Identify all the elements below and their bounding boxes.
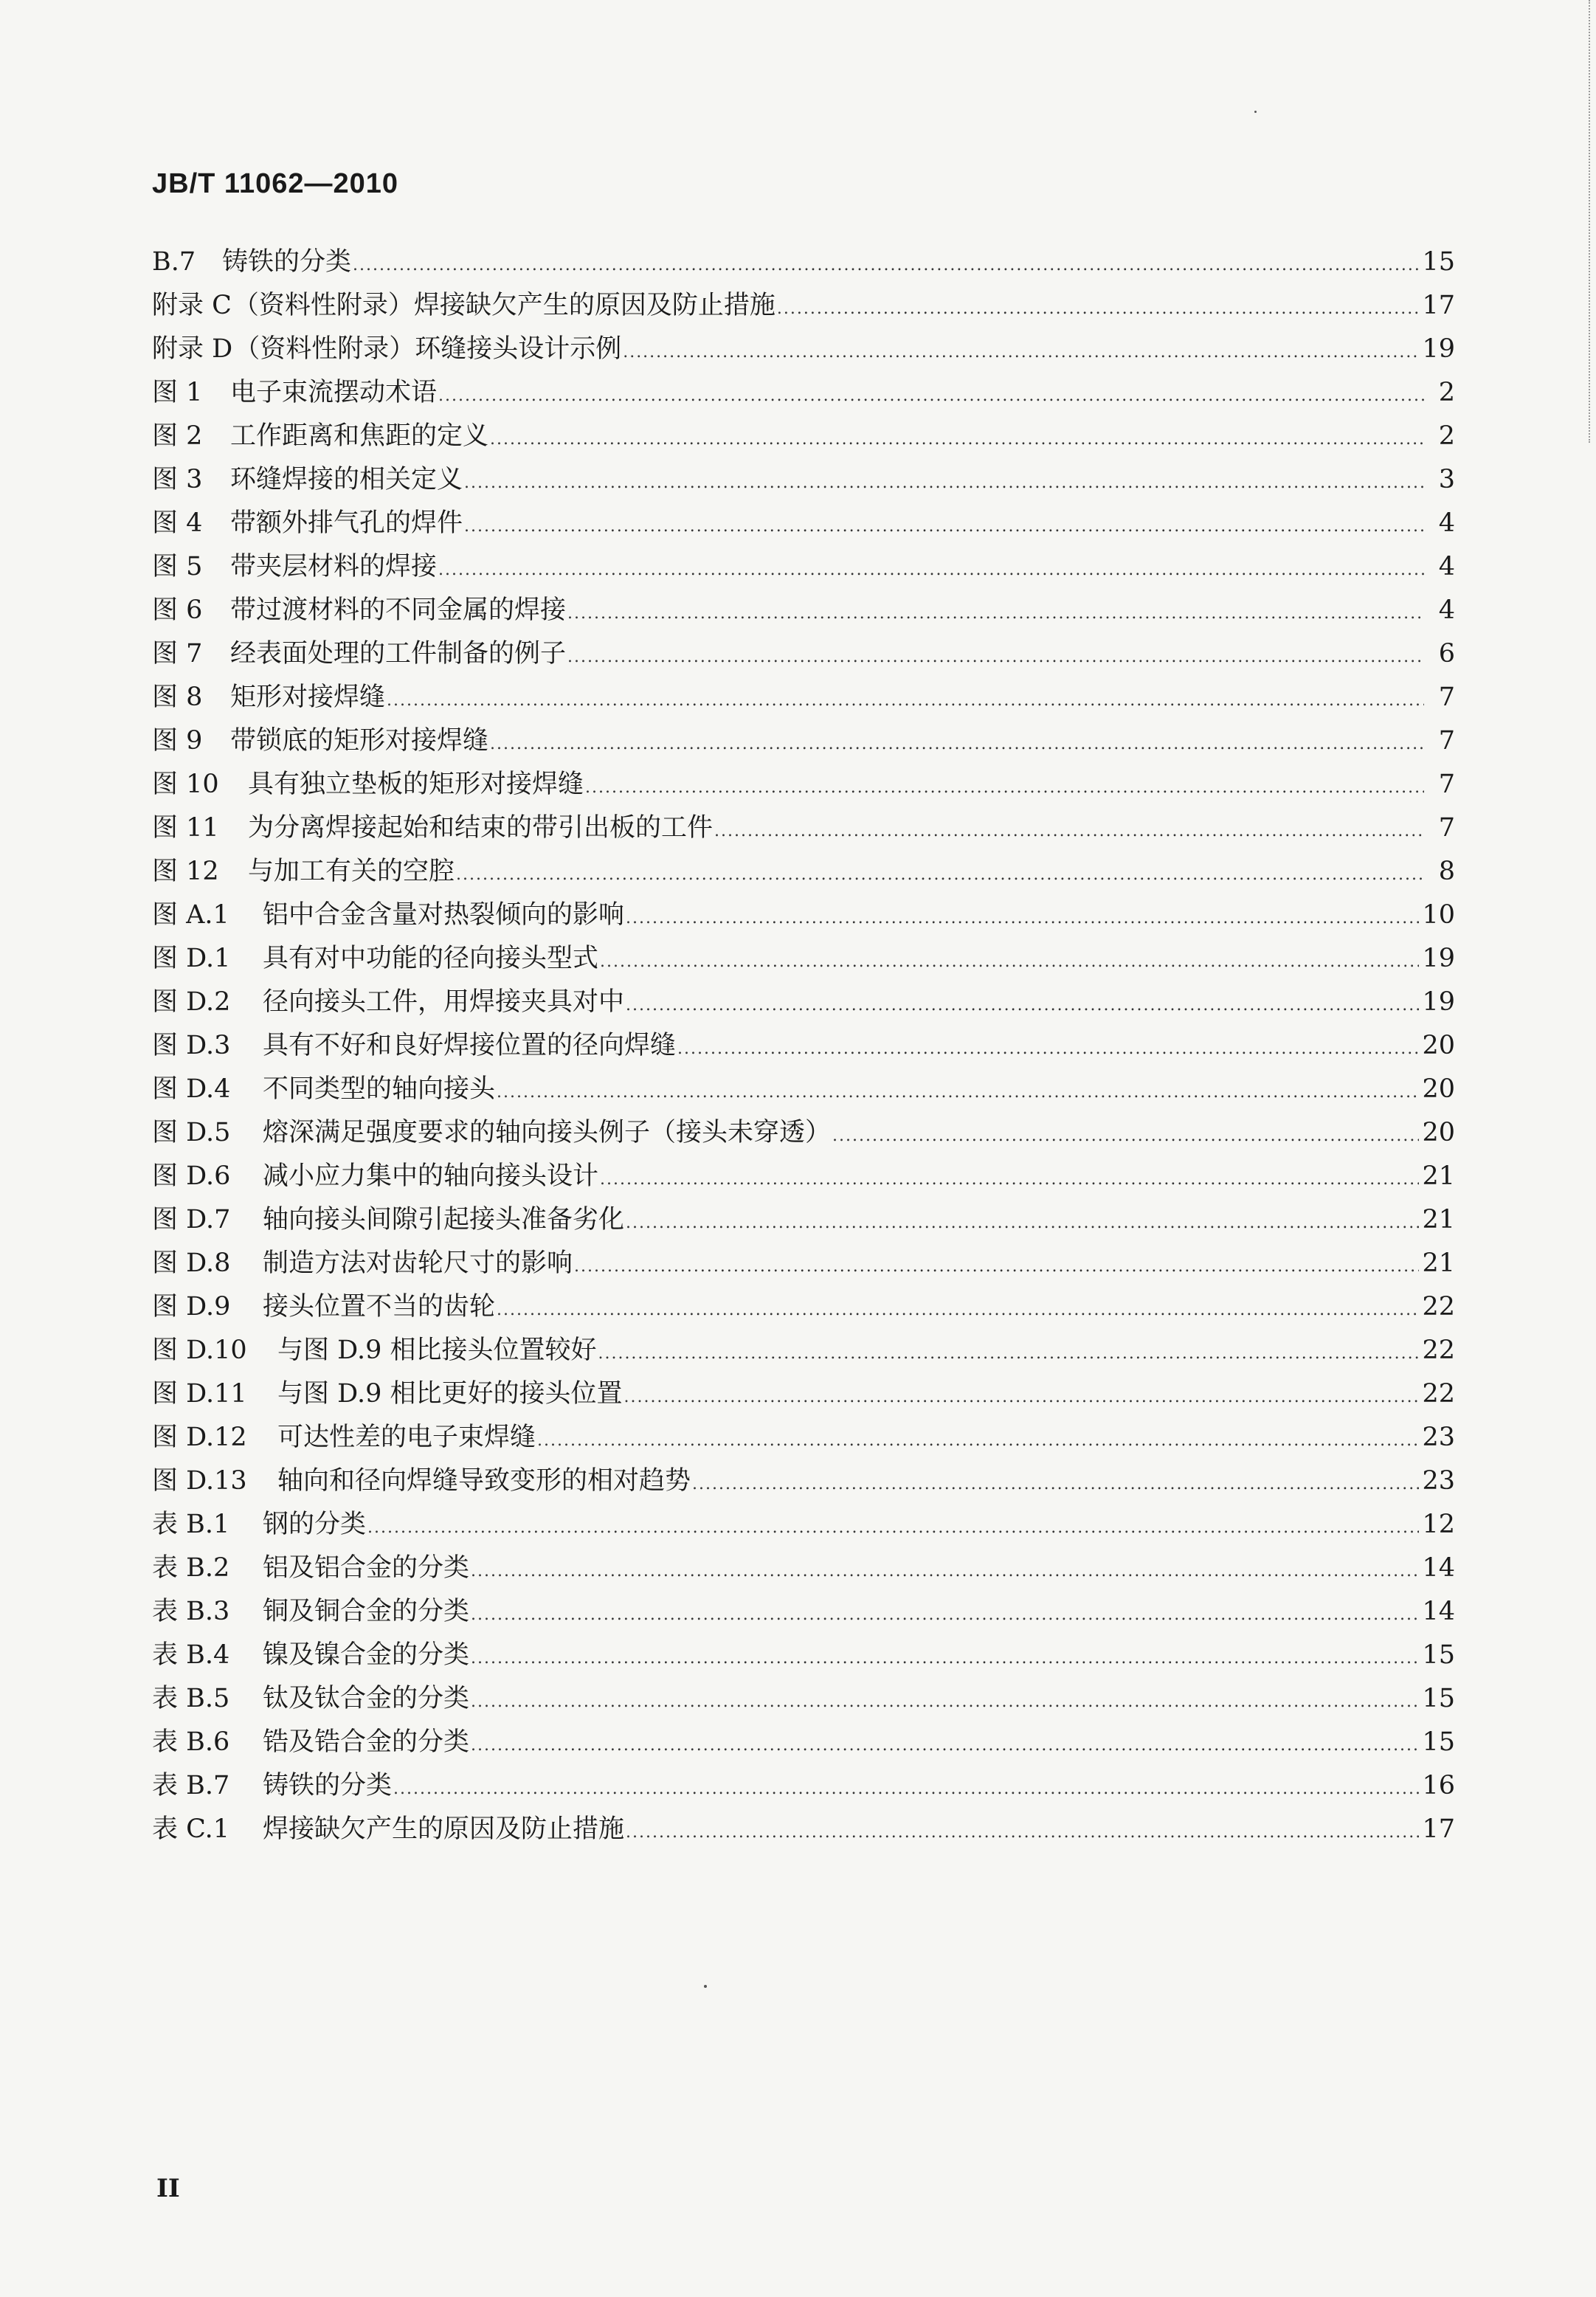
toc-entry-page-number: 20 [1422, 1031, 1455, 1060]
toc-entry-label: 图 2 [152, 421, 203, 451]
toc-entry [152, 1329, 1455, 1372]
toc-entry-label: 图 D.9 [152, 1292, 231, 1322]
toc-entry-label: 图 D.11 [152, 1379, 247, 1409]
toc-entry-label: 附录 D [152, 334, 233, 364]
toc-leader-dots [567, 635, 1424, 679]
toc-entry-label: 图 A.1 [152, 900, 229, 930]
toc-entry-title: 矩形对接焊缝 [230, 683, 386, 712]
toc-leader-dots [353, 243, 1419, 287]
toc-entry-title: （资料性附录）焊接缺欠产生的原因及防止措施 [232, 291, 775, 320]
toc-entry-page-number: 17 [1422, 291, 1455, 320]
toc-entry-page-number: 8 [1438, 857, 1455, 886]
toc-entry-page-number: 15 [1422, 1640, 1455, 1670]
toc-entry-title: 锆及锆合金的分类 [263, 1727, 470, 1757]
toc-entry-page-number: 21 [1422, 1248, 1455, 1278]
toc-entry-title: 经表面处理的工件制备的例子 [230, 639, 567, 669]
toc-entry [152, 328, 1455, 371]
toc-leader-dots [537, 1419, 1419, 1462]
toc-entry-title: 与加工有关的空腔 [248, 857, 455, 886]
toc-leader-dots [490, 418, 1424, 461]
toc-entry-label: 表 C.1 [152, 1814, 230, 1844]
toc-entry [152, 1155, 1455, 1198]
toc-entry-page-number: 19 [1422, 987, 1455, 1017]
toc-entry-label: 图 3 [152, 465, 203, 494]
toc-entry [152, 981, 1455, 1024]
toc-leader-dots [832, 1114, 1419, 1158]
toc-leader-dots [567, 592, 1424, 635]
toc-entry [152, 1024, 1455, 1068]
toc-leader-dots [471, 1680, 1419, 1724]
toc-entry-label: 表 B.3 [152, 1597, 230, 1626]
toc-entry-title: 轴向接头间隙引起接头准备劣化 [263, 1205, 625, 1234]
toc-entry-title: 铝中合金含量对热裂倾向的影响 [263, 900, 625, 930]
toc-entry-label: 表 B.6 [152, 1727, 230, 1757]
toc-entry-page-number: 23 [1422, 1423, 1455, 1452]
toc-entry [152, 415, 1455, 458]
toc-entry-title: 钢的分类 [263, 1510, 367, 1539]
toc-entry-label: 表 B.1 [152, 1510, 230, 1539]
toc-entry-title: 带锁底的矩形对接焊缝 [230, 726, 489, 756]
toc-entry-title: 电子束流摆动术语 [230, 378, 438, 407]
toc-entry-label: 附录 C [152, 291, 232, 320]
toc-entry [152, 632, 1455, 676]
toc-entry-page-number: 20 [1422, 1118, 1455, 1147]
toc-entry-page-number: 15 [1422, 247, 1455, 277]
toc-entry-title: 铸铁的分类 [222, 247, 352, 277]
toc-entry [152, 458, 1455, 502]
toc-entry-title: 与图 D.9 相比更好的接头位置 [277, 1379, 623, 1409]
toc-entry-title: 可达性差的电子束焊缝 [277, 1423, 536, 1452]
toc-entry-page-number: 21 [1422, 1161, 1455, 1191]
toc-entry-page-number: 4 [1438, 595, 1455, 625]
toc-entry-label: 图 7 [152, 639, 203, 669]
toc-entry-title: 熔深满足强度要求的轴向接头例子（接头未穿透） [263, 1118, 832, 1147]
toc-leader-dots [714, 809, 1424, 853]
toc-entry-label: 图 6 [152, 595, 203, 625]
toc-entry-page-number: 22 [1422, 1336, 1455, 1365]
standard-code-header: JB/T 11062—2010 [152, 168, 399, 199]
toc-entry-page-number: 2 [1438, 378, 1455, 407]
toc-entry-title: 具有独立垫板的矩形对接焊缝 [248, 770, 584, 799]
toc-entry [152, 676, 1455, 719]
toc-leader-dots [438, 374, 1424, 418]
toc-leader-dots [600, 1158, 1419, 1201]
toc-leader-dots [626, 984, 1419, 1027]
toc-entry-page-number: 20 [1422, 1074, 1455, 1104]
toc-leader-dots [585, 766, 1424, 809]
toc-entry-label: 图 D.4 [152, 1074, 231, 1104]
toc-entry-label: 图 5 [152, 552, 203, 581]
toc-leader-dots [490, 722, 1424, 766]
toc-entry-page-number: 12 [1422, 1510, 1455, 1539]
toc-leader-dots [456, 853, 1424, 897]
toc-entry-title: 带过渡材料的不同金属的焊接 [230, 595, 567, 625]
toc-leader-dots [626, 897, 1419, 940]
toc-entry-page-number: 22 [1422, 1379, 1455, 1409]
toc-leader-dots [777, 287, 1420, 331]
toc-entry [152, 1068, 1455, 1111]
toc-entry-page-number: 4 [1438, 508, 1455, 538]
toc-leader-dots [464, 505, 1424, 548]
toc-entry-title: 焊接缺欠产生的原因及防止措施 [263, 1814, 625, 1844]
toc-entry [152, 1198, 1455, 1242]
toc-entry-title: 铸铁的分类 [263, 1771, 393, 1800]
toc-entry [152, 1721, 1455, 1764]
toc-leader-dots [471, 1637, 1419, 1680]
toc-entry [152, 1416, 1455, 1460]
toc-leader-dots [692, 1462, 1419, 1506]
toc-entry-label: 图 D.1 [152, 944, 231, 973]
toc-entry-page-number: 16 [1422, 1771, 1455, 1800]
toc-entry [152, 763, 1455, 806]
toc-leader-dots [387, 679, 1424, 722]
toc-entry-title: 与图 D.9 相比接头位置较好 [277, 1336, 597, 1365]
toc-entry-page-number: 19 [1422, 334, 1455, 364]
toc-entry-label: 图 12 [152, 857, 219, 886]
scan-speck [704, 1985, 707, 1988]
toc-entry-label: 图 D.13 [152, 1466, 247, 1496]
toc-entry [152, 850, 1455, 894]
toc-entry [152, 1503, 1455, 1547]
toc-entry-page-number: 14 [1422, 1597, 1455, 1626]
toc-entry-title: 制造方法对齿轮尺寸的影响 [263, 1248, 573, 1278]
toc-entry-label: 表 B.5 [152, 1684, 230, 1713]
toc-entry [152, 1808, 1455, 1851]
toc-entry-page-number: 23 [1422, 1466, 1455, 1496]
toc-leader-dots [598, 1332, 1419, 1375]
toc-entry [152, 502, 1455, 545]
toc-entry-label: 图 D.8 [152, 1248, 231, 1278]
toc-leader-dots [623, 331, 1419, 374]
toc-leader-dots [574, 1245, 1419, 1288]
toc-entry [152, 371, 1455, 415]
toc-entry [152, 1677, 1455, 1721]
toc-entry-label: 图 D.12 [152, 1423, 247, 1452]
toc-entry-label: 图 D.5 [152, 1118, 231, 1147]
toc-entry-title: 钛及钛合金的分类 [263, 1684, 470, 1713]
toc-entry-title: 镍及镍合金的分类 [263, 1640, 470, 1670]
toc-entry [152, 1460, 1455, 1503]
scan-edge-marks [1586, 0, 1590, 443]
toc-entry-label: 表 B.2 [152, 1553, 230, 1583]
table-of-contents [152, 241, 1455, 1851]
toc-entry-page-number: 21 [1422, 1205, 1455, 1234]
toc-leader-dots [626, 1201, 1419, 1245]
toc-entry [152, 545, 1455, 589]
toc-entry-label: 图 D.10 [152, 1336, 247, 1365]
toc-entry-page-number: 7 [1438, 683, 1455, 712]
toc-entry-label: 图 9 [152, 726, 203, 756]
toc-entry-title: 铜及铜合金的分类 [263, 1597, 470, 1626]
toc-entry [152, 589, 1455, 632]
toc-entry-page-number: 7 [1438, 813, 1455, 843]
toc-entry-title: （资料性附录）环缝接头设计示例 [234, 334, 622, 364]
toc-leader-dots [471, 1724, 1419, 1767]
toc-leader-dots [497, 1071, 1419, 1114]
scan-speck [1254, 111, 1257, 113]
toc-entry-label: 图 8 [152, 683, 203, 712]
toc-entry-page-number: 4 [1438, 552, 1455, 581]
page-number-footer: II [156, 2174, 180, 2203]
toc-entry-page-number: 7 [1438, 770, 1455, 799]
toc-entry-page-number: 3 [1438, 465, 1455, 494]
toc-entry [152, 937, 1455, 981]
toc-entry-title: 接头位置不当的齿轮 [263, 1292, 496, 1322]
toc-entry-title: 径向接头工件，用焊接夹具对中 [263, 987, 625, 1017]
toc-leader-dots [393, 1767, 1419, 1811]
toc-entry-title: 工作距离和焦距的定义 [230, 421, 489, 451]
toc-entry-title: 不同类型的轴向接头 [263, 1074, 496, 1104]
toc-entry-page-number: 22 [1422, 1292, 1455, 1322]
toc-entry-title: 环缝焊接的相关定义 [230, 465, 463, 494]
toc-leader-dots [626, 1811, 1419, 1854]
toc-entry-label: B.7 [152, 247, 196, 277]
toc-leader-dots [497, 1288, 1419, 1332]
toc-leader-dots [623, 1375, 1419, 1419]
toc-entry-page-number: 19 [1422, 944, 1455, 973]
toc-entry-label: 表 B.4 [152, 1640, 230, 1670]
toc-entry-title: 为分离焊接起始和结束的带引出板的工件 [248, 813, 714, 843]
toc-leader-dots [600, 940, 1419, 984]
toc-entry-title: 带夹层材料的焊接 [230, 552, 438, 581]
toc-leader-dots [438, 548, 1424, 592]
toc-entry-page-number: 6 [1438, 639, 1455, 669]
toc-entry-page-number: 14 [1422, 1553, 1455, 1583]
toc-entry [152, 1242, 1455, 1285]
toc-entry-label: 图 10 [152, 770, 219, 799]
toc-entry [152, 1285, 1455, 1329]
toc-entry [152, 1111, 1455, 1155]
toc-entry-page-number: 15 [1422, 1684, 1455, 1713]
toc-entry-page-number: 2 [1438, 421, 1455, 451]
toc-entry [152, 284, 1455, 328]
toc-entry [152, 1372, 1455, 1416]
toc-entry-page-number: 10 [1422, 900, 1455, 930]
toc-entry-label: 图 D.7 [152, 1205, 231, 1234]
toc-leader-dots [471, 1593, 1419, 1637]
toc-entry-title: 具有对中功能的径向接头型式 [263, 944, 599, 973]
toc-entry-label: 图 11 [152, 813, 219, 843]
toc-leader-dots [677, 1027, 1419, 1071]
toc-leader-dots [471, 1550, 1419, 1593]
toc-entry-label: 图 4 [152, 508, 203, 538]
toc-entry [152, 241, 1455, 284]
toc-entry-label: 表 B.7 [152, 1771, 230, 1800]
toc-entry-title: 铝及铝合金的分类 [263, 1553, 470, 1583]
toc-leader-dots [464, 461, 1424, 505]
toc-entry-label: 图 D.6 [152, 1161, 231, 1191]
toc-leader-dots [367, 1506, 1419, 1550]
toc-entry-title: 具有不好和良好焊接位置的径向焊缝 [263, 1031, 677, 1060]
toc-entry [152, 1764, 1455, 1808]
toc-entry-title: 轴向和径向焊缝导致变形的相对趋势 [277, 1466, 691, 1496]
toc-entry-title: 减小应力集中的轴向接头设计 [263, 1161, 599, 1191]
toc-entry-page-number: 15 [1422, 1727, 1455, 1757]
toc-entry-label: 图 D.2 [152, 987, 231, 1017]
toc-entry-label: 图 1 [152, 378, 203, 407]
toc-entry [152, 1547, 1455, 1590]
toc-entry [152, 1590, 1455, 1634]
toc-entry-page-number: 7 [1438, 726, 1455, 756]
toc-entry-page-number: 17 [1422, 1814, 1455, 1844]
toc-entry [152, 894, 1455, 937]
toc-entry-label: 图 D.3 [152, 1031, 231, 1060]
toc-entry [152, 719, 1455, 763]
toc-entry-title: 带额外排气孔的焊件 [230, 508, 463, 538]
toc-entry [152, 1634, 1455, 1677]
toc-entry [152, 806, 1455, 850]
